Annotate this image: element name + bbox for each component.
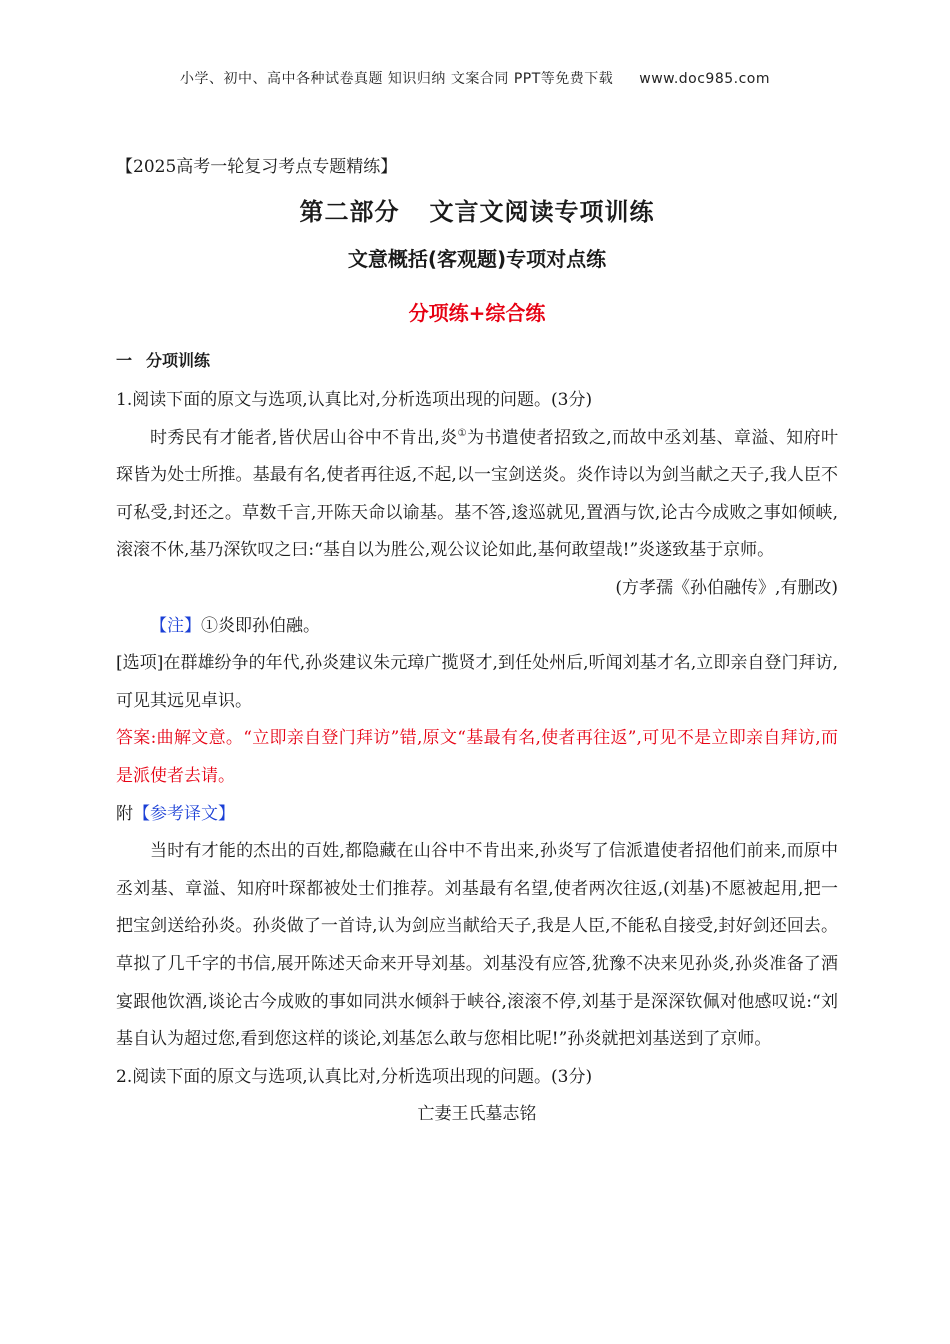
reference-prefix: 附: [116, 803, 133, 824]
note-tag: 【注】: [150, 615, 201, 636]
header-website-link[interactable]: www.doc985.com: [639, 71, 771, 87]
passage-source: (方孝孺《孙伯融传》,有删改): [615, 577, 838, 598]
series-label: 【2025高考一轮复习考点专题精练】: [116, 157, 398, 177]
section-label: 分项训练: [146, 351, 211, 370]
reference-translation-heading: [116, 796, 838, 834]
question-1-passage: [116, 420, 838, 570]
section-number: 一: [116, 351, 133, 370]
header-tagline: 小学、初中、高中各种试卷真题 知识归纳 文案合同 PPT等免费下载: [179, 71, 614, 87]
passage-part-a: 时秀民有才能者,皆伏居山谷中不肯出,炎: [150, 427, 458, 448]
page-header: [0, 68, 950, 88]
document-body: [116, 154, 838, 1134]
question-2-passage-title: 亡妻王氏墓志铭: [417, 1104, 537, 1125]
title-name: 文言文阅读专项训练: [429, 198, 655, 226]
passage-part-b: 为书遣使者招致之,而故中丞刘基、章溢、知府叶琛皆为处士所推。基最有名,使者再往返,不起,以一宝剑送炎。炎作诗以为剑当献之天子,我人臣不可私受,封还之。草数千言,开陈天命以谕基。基不答,逡巡就见,置酒与饮,论古今成败之事如倾峡,滚滚不休,基乃深钦叹之曰:“基自以为胜公,观公议论如此,基何敢望哉!”炎遂致基于京师。: [116, 427, 838, 561]
page-title: [116, 194, 838, 230]
footnote-marker: ①: [457, 427, 467, 439]
question-1-answer: 答案:曲解文意。“立即亲自登门拜访”错,原文“基最有名,使者再往返”,可见不是立即亲自拜访,而是派使者去请。: [116, 728, 838, 786]
title-part: 第二部分: [299, 198, 400, 226]
question-1-prompt: 1.阅读下面的原文与选项,认真比对,分析选项出现的问题。(3分): [116, 390, 593, 410]
practice-type-heading: 分项练+综合练: [408, 301, 546, 325]
page-subtitle: 文意概括(客观题)专项对点练: [347, 247, 607, 271]
question-1-option: [选项]在群雄纷争的年代,孙炎建议朱元璋广揽贤才,到任处州后,听闻刘基才名,立即亲自登门拜访,可见其远见卓识。: [116, 653, 838, 711]
question-2-prompt: 2.阅读下面的原文与选项,认真比对,分析选项出现的问题。(3分): [116, 1066, 593, 1087]
passage-note: [116, 608, 838, 646]
reference-tag: 【参考译文】: [133, 803, 235, 824]
reference-translation: 当时有才能的杰出的百姓,都隐藏在山谷中不肯出来,孙炎写了信派遣使者招他们前来,而原中丞刘基、章溢、知府叶琛都被处士们推荐。刘基最有名望,使者两次往返,(刘基)不愿被起用,把一把宝剑送给孙炎。孙炎做了一首诗,认为剑应当献给天子,我是人臣,不能私自接受,封好剑还回去。草拟了几千字的书信,展开陈述天命来开导刘基。刘基没有应答,犹豫不决来见孙炎,孙炎准备了酒宴跟他饮酒,谈论古今成败的事如同洪水倾斜于峡谷,滚滚不停,刘基于是深深钦佩对他感叹说:“刘基自认为超过您,看到您这样的谈论,刘基怎么敢与您相比呢!”孙炎就把刘基送到了京师。: [116, 841, 838, 1050]
note-text: ①炎即孙伯融。: [201, 615, 320, 636]
section-heading: [116, 348, 838, 374]
